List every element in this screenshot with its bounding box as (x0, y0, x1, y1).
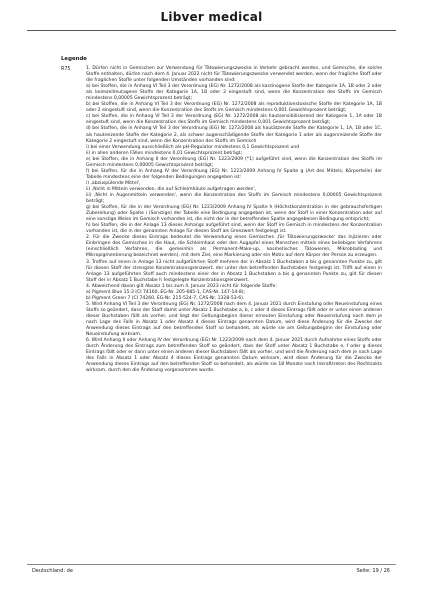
legend-paragraph: a) Pigment Blue 15:3 (CI 74160, EG-Nr. 205-685-1, CAS-Nr. 147-14-8); (86, 289, 246, 295)
legend-paragraph: ii) ‚Nicht in Mitteln verwenden, die auf Schleimhäute aufgetragen werden', (86, 186, 257, 192)
legend-paragraph: ii) in allen anderen Fällen mindestens 0,01 Gewichtsprozent beträgt; (86, 150, 243, 156)
legend-paragraph: 6. Wird Anhang II oder Anhang IV der Verordnung (EG) Nr. 1223/2009 nach dem 4. Januar 2021 durch Aufnahme eines Stoffs oder durch Änderung des Eintrags zum betreffenden Stoff so geändert, dass der Stoff unter Absatz 1 Buchstabe e, f oder g dieses Eintrags fällt oder er dann unter einen anderen dieser Buchstaben fällt als vorher, und wird die Änderung nach dem je nach Lage des Falls in Absatz 1 oder Absatz 4 dieses Eintrags genannten Datum wirksam, wird diese Änderung für die Zwecke der Anwendung dieses Eintrags auf den betreffenden Stoff so behandelt, als würde sie 18 Monate nach Inkrafttreten des Rechtsakts wirksam, durch den die Änderung vorgenommen wurde. (86, 338, 382, 374)
legend-heading: Legende (61, 56, 87, 62)
legend-paragraph: e) bei Stoffen, die in Anhang II der Verordnung (EG) Nr. 1223/2009 (*1) aufgeführt sind, wenn die Konzentration des Stoffs im Gemisch mindestens 0,00005 Gewichtsprozent beträgt; (86, 156, 382, 168)
legend-paragraph: a) bei Stoffen, die in Anhang VI Teil 3 der Verordnung (EG) Nr. 1272/2008 als karzinogene Stoffe der Kategorie 1A, 1B oder 2 oder als keimzellmutagene Stoffe der Kategorie 1A, 1B oder 2 eingestuft sind, wenn die Konzentration des Stoffs im Gemisch mindestens 0,00005 Gewichtsprozent beträgt; (86, 84, 382, 102)
legend-paragraph: 4. Abweichend davon gilt Absatz 1 bis zum 4. Januar 2023 nicht für folgende Stoffe: (86, 283, 277, 289)
legend-paragraph: d) bei Stoffen, die in Anhang VI Teil 3 der Verordnung (EG) Nr. 1272/2008 als hautätzende Stoffe der Kategorie 1, 1A, 1B oder 1C, als hautreizende Stoffe der Kategorie 2, als schwer augenschädigende Stoffe der Kategorie 1 oder als augenreizende Stoffe der Kategorie 2 eingestuft sind, wenn die Konzentration des Stoffs im Gemisch (86, 126, 382, 144)
legend-paragraph: g) bei Stoffen, für die in der Verordnung (EG) Nr. 1223/2009 Anhang IV Spalte h (Höchstkonzentration in der gebrauchsfertigen Zubereitung) oder Spalte i (Sonstige) der Tabelle eine Bedingung angegeben ist, wenn der Stoff in einer Konzentration oder auf eine sonstige Weise im Gemisch vorhanden ist, die nicht der in der betreffenden Spalte angegebenen Bedingung entspricht; (86, 205, 382, 223)
legend-paragraph: i) bei einer Verwendung ausschließlich als pH-Regulator mindestens 0,1 Gewichtsprozent und (86, 144, 300, 150)
legend-paragraph: 1. Dürfen nicht in Gemischen zur Verwendung für Tätowierungszwecke in Verkehr gebracht werden, und Gemische, die solche Stoffe enthalten, dürfen nach dem 4. Januar 2022 nicht für Tätowierungszwecke verwendet werden, wenn der fragliche Stoff oder die fraglichen Stoffe unter folgenden Umständen vorhanden sind: (86, 66, 382, 84)
footer-divider (27, 564, 396, 565)
legend-paragraph: c) bei Stoffen, die in Anhang VI Teil 3 der Verordnung (EG) Nr. 1272/2008 als hautsensibilisierend der Kategorie 1, 1A oder 1B eingestuft sind, wenn die Konzentration des Stoffs im Gemisch mindestens 0,001 Gewichtsprozent beträgt; (86, 114, 382, 126)
legend-paragraph: f) bei Stoffen, für die in Anhang IV der Verordnung (EG) Nr. 1223/2009 Anhang IV Spalte g (Art des Mittels, Körperteile) der Tabelle mindestens eine der folgenden Bedingungen angegeben ist: (86, 168, 382, 180)
legend-paragraph: b) bei Stoffen, die in Anhang VI Teil 3 der Verordnung (EG) Nr. 1272/2008 als reproduktionstoxische Stoffe der Kategorie 1A, 1B oder 2 eingestuft sind, wenn die Konzentration des Stoffs im Gemisch mindestens 0,001 Gewichtsprozent beträgt; (86, 102, 382, 114)
legend-label: R75 (61, 67, 71, 72)
header-divider (27, 30, 396, 31)
legend-paragraph: iii) ‚Nicht in Augenmitteln verwenden', wenn die Konzentration des Stoffs im Gemisch mindestens 0,00005 Gewichtsprozent beträgt; (86, 192, 382, 205)
legend-paragraph: i) ‚abzuspülende Mittel', (86, 180, 141, 186)
page-title: Libver medical (160, 10, 263, 24)
legend-paragraph: b) Pigment Green 7 (CI 74260, EG-Nr. 215-524-7, CAS-Nr. 1328-53-6). (86, 295, 245, 301)
page-number: Seite: 19 / 26 (356, 568, 390, 574)
legend-paragraph: 3. Treffen auf einen in Anlage 13 nicht aufgeführten Stoff mehrere der in Absatz 1 Buchstaben a bis g genannten Punkte zu, gilt für diesen Stoff der strengste Konzentrationsgrenzwert, der unter den betreffenden Buchstaben festgelegt ist. Trifft auf einen in Anlage 13 aufgeführten Stoff auch mindestens einer der in Absatz 1 Buchstaben a bis g genannten Punkte zu, gilt für diesen Stoff der in Absatz 1 Buchstabe h festgelegte Konzentrationsgrenzwert. (86, 259, 382, 283)
legend-body (86, 66, 382, 374)
legend-paragraph: 5. Wird Anhang VI Teil 3 der Verordnung (EG) Nr. 1272/2008 nach dem 4. Januar 2021 durch Einstufung oder Neueinstufung eines Stoffs so geändert, dass der Stoff damit unter Absatz 1 Buchstabe a, b, c oder d dieses Eintrags fällt oder er unter einen anderen dieser Buchstaben fällt als vorher, und liegt der Geltungsbeginn dieser erneuten Einstufung oder Neueinstufung nach dem je nach Lage des Falls in Absatz 1 oder Absatz 4 dieses Eintrags genannten Datum, wird diese Änderung für die Zwecke der Anwendung dieses Eintrags auf den betreffenden Stoff so behandelt, als würde sie am Geltungsbeginn der Einstufung oder Neueinstufung wirksam. (86, 301, 382, 338)
footer-country: Deutschland: de (32, 568, 73, 574)
legend-paragraph: h) bei Stoffen, die in der Anlage 13 dieses Anhangs aufgeführt sind, wenn der Stoff im Gemisch in mindestens der Konzentration vorhanden ist, die in der genannten Anlage für diesen Stoff als Grenzwert festgelegt ist. (86, 223, 382, 235)
legend-paragraph: 2. Für die Zwecke dieses Eintrags bedeutet die Verwendung eines Gemisches ‚für Tätowierungszwecke' das Injizieren oder Einbringen des Gemisches in die Haut, die Schleimhaut oder den Augapfel eines Menschen mittels eines beliebigen Verfahrens (einschließlich Verfahren, die gemeinhin als Permanent-Make-up, kosmetisches Tätowieren, Mikroblading und Mikropigmentierung bezeichnet werden), mit dem Ziel, eine Markierung oder ein Motiv auf dem Körper der Person zu erzeugen. (86, 235, 382, 259)
